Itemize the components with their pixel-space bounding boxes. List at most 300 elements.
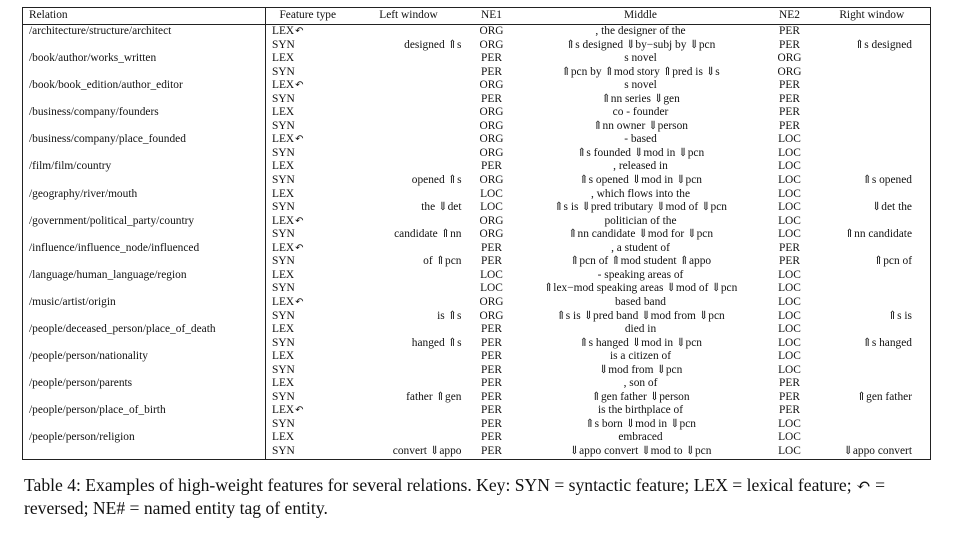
right-window-cell [814,282,931,296]
ne2-cell-text: LOC [778,431,801,444]
table-row [23,93,931,107]
middle-cell [516,269,766,283]
table-row [23,391,931,405]
relation-cell [23,269,266,283]
ne1-cell [468,377,516,391]
ne2-cell-text: LOC [778,295,801,308]
relation-cell [23,228,266,242]
relation-cell [23,377,266,391]
middle-cell [516,337,766,351]
ne1-cell-text: PER [481,390,502,403]
left-window-cell [350,52,468,66]
middle-cell-text: , the designer of the [595,25,686,38]
ne1-cell-text: PER [481,336,502,349]
relation-cell [23,188,266,202]
ne2-cell [766,133,814,147]
ne1-cell-text: PER [481,350,502,363]
table-row [23,201,931,215]
relation-cell-text: /people/person/parents [29,377,133,390]
right-window-cell-text: ⇑s hanged [862,336,912,349]
ne1-cell [468,337,516,351]
left-window-cell [350,296,468,310]
feature-type-cell [266,323,350,337]
middle-cell [516,404,766,418]
feature-type-cell-text: SYN [272,201,295,214]
ne1-cell [468,25,516,39]
middle-cell [516,120,766,134]
feature-type-cell-text: LEX [272,431,295,444]
middle-cell-text: ⇑s founded ⇓mod in ⇓pcn [576,146,705,159]
ne1-cell-text: ORG [479,174,504,187]
right-window-cell [814,228,931,242]
relation-cell-text: /music/artist/origin [29,295,116,308]
relation-cell [23,445,266,459]
feature-type-cell-text: LEX [272,52,295,65]
middle-cell [516,52,766,66]
right-window-cell [814,377,931,391]
left-window-cell-text: father ⇑gen [406,390,462,403]
middle-cell [516,215,766,229]
left-window-cell [350,269,468,283]
ne2-cell-text: PER [779,241,800,254]
right-window-cell [814,350,931,364]
feature-type-cell-text: SYN [272,174,295,187]
middle-cell-text: ⇑nn owner ⇓person [592,119,688,132]
left-window-cell [350,25,468,39]
ne1-cell-text: PER [481,52,502,65]
left-window-cell-text: of ⇑pcn [423,255,462,268]
ne1-cell [468,418,516,432]
feature-type-cell [266,296,350,310]
ne1-cell [468,66,516,80]
relation-cell [23,364,266,378]
right-window-cell-text: ⇓det the [871,201,912,214]
table-row [23,25,931,39]
right-window-cell [814,79,931,93]
relation-cell [23,296,266,310]
middle-cell [516,323,766,337]
middle-cell-text: ⇑s hanged ⇓mod in ⇓pcn [579,336,702,349]
table-row [23,269,931,283]
ne2-cell [766,188,814,202]
table-row [23,147,931,161]
feature-type-cell-text: LEX [272,187,295,200]
right-window-cell [814,147,931,161]
feature-type-cell-text: SYN [272,309,295,322]
ne2-cell-text: PER [779,106,800,119]
relation-cell [23,201,266,215]
ne2-cell-text: LOC [778,133,801,146]
feature-type-cell-text: LEX [272,323,295,336]
ne2-cell [766,404,814,418]
ne2-cell [766,147,814,161]
right-window-cell-text: ⇑s designed [854,38,912,51]
relation-cell-text: /business/company/founders [29,106,159,119]
relation-cell [23,337,266,351]
ne1-cell [468,106,516,120]
feature-type-cell [266,188,350,202]
ne1-cell [468,120,516,134]
reversed-arrow-icon: ↶ [295,26,304,38]
middle-cell [516,25,766,39]
feature-type-cell-text: LEX [272,295,295,308]
ne1-cell [468,160,516,174]
relation-cell [23,350,266,364]
left-window-cell [350,282,468,296]
right-window-cell [814,364,931,378]
feature-type-cell [266,52,350,66]
middle-cell [516,66,766,80]
ne1-cell-text: PER [481,92,502,105]
feature-type-cell-text: SYN [272,38,295,51]
table-row [23,309,931,323]
left-window-cell [350,39,468,53]
ne1-cell-text: PER [481,255,502,268]
middle-cell-text: ⇑pcn by ⇑mod story ⇑pred is ⇓s [561,65,720,78]
ne2-cell-text: LOC [778,268,801,281]
right-window-cell [814,255,931,269]
table-header-row [23,8,931,25]
right-window-cell [814,120,931,134]
middle-cell [516,364,766,378]
middle-cell-text: , a student of [611,241,670,254]
ne1-cell [468,242,516,256]
ne2-cell-text: LOC [778,309,801,322]
table-row [23,120,931,134]
header-right-window: Right window [814,8,931,25]
ne1-cell [468,133,516,147]
ne1-cell-text: LOC [480,201,503,214]
feature-type-cell-text: LEX [272,241,295,254]
right-window-cell-text: ⇑nn candidate [844,228,912,241]
right-window-cell [814,201,931,215]
relation-cell [23,52,266,66]
right-window-cell [814,337,931,351]
left-window-cell [350,431,468,445]
ne2-cell [766,309,814,323]
middle-cell [516,133,766,147]
ne1-cell-text: PER [481,431,502,444]
feature-type-cell [266,391,350,405]
feature-type-cell-text: SYN [272,282,295,295]
ne1-cell [468,404,516,418]
relation-cell [23,147,266,161]
ne2-cell-text: PER [779,92,800,105]
relation-cell [23,323,266,337]
ne2-cell-text: ORG [777,52,802,65]
right-window-cell-text: ⇓appo convert [843,444,912,457]
relation-cell-text: /book/author/works_written [29,52,157,65]
feature-type-cell [266,255,350,269]
ne1-cell-text: LOC [480,282,503,295]
table-row [23,418,931,432]
feature-type-cell [266,350,350,364]
feature-type-cell-text: SYN [272,444,295,457]
ne2-cell-text: ORG [777,65,802,78]
feature-type-cell-text: LEX [272,404,295,417]
right-window-cell [814,39,931,53]
right-window-cell [814,418,931,432]
right-window-cell [814,133,931,147]
feature-type-cell-text: SYN [272,417,295,430]
middle-cell [516,147,766,161]
middle-cell-text: ⇓mod from ⇓pcn [598,363,683,376]
left-window-cell [350,418,468,432]
ne2-cell [766,269,814,283]
relation-cell [23,215,266,229]
ne1-cell [468,309,516,323]
feature-type-cell [266,377,350,391]
middle-cell [516,93,766,107]
left-window-cell-text: candidate ⇑nn [394,228,462,241]
ne1-cell-text: ORG [479,214,504,227]
table-row [23,445,931,459]
table-row [23,39,931,53]
ne1-cell [468,188,516,202]
table-row [23,323,931,337]
header-ne1: NE1 [468,8,516,25]
ne1-cell-text: PER [481,241,502,254]
left-window-cell [350,391,468,405]
relation-cell [23,93,266,107]
relation-cell-text: /architecture/structure/architect [29,25,172,38]
feature-type-cell-text: LEX [272,214,295,227]
table-row [23,133,931,147]
ne2-cell [766,296,814,310]
middle-cell-text: ⇑nn series ⇓gen [601,92,680,105]
table-row [23,296,931,310]
ne1-cell-text: PER [481,444,502,457]
relation-cell-text: /business/company/place_founded [29,133,186,146]
ne2-cell-text: PER [779,390,800,403]
relation-cell-text: /geography/river/mouth [29,187,138,200]
middle-cell-text: s novel [624,52,657,65]
ne1-cell-text: ORG [479,309,504,322]
ne2-cell [766,431,814,445]
ne2-cell [766,255,814,269]
ne2-cell [766,445,814,459]
feature-type-cell-text: LEX [272,133,295,146]
right-window-cell-text: ⇑s is [887,309,912,322]
reversed-arrow-icon: ↶ [295,405,304,417]
ne2-cell-text: LOC [778,323,801,336]
ne2-cell [766,228,814,242]
left-window-cell [350,160,468,174]
ne1-cell-text: PER [481,377,502,390]
feature-type-cell [266,174,350,188]
right-window-cell [814,404,931,418]
ne2-cell [766,79,814,93]
left-window-cell [350,242,468,256]
ne1-cell [468,445,516,459]
relation-cell [23,309,266,323]
ne1-cell [468,174,516,188]
feature-type-cell [266,160,350,174]
relation-cell [23,160,266,174]
feature-type-cell-text: LEX [272,79,295,92]
middle-cell [516,391,766,405]
left-window-cell [350,445,468,459]
right-window-cell [814,25,931,39]
ne2-cell-text: LOC [778,282,801,295]
header-ne2: NE2 [766,8,814,25]
ne2-cell-text: LOC [778,187,801,200]
right-window-cell [814,174,931,188]
ne1-cell-text: PER [481,160,502,173]
right-window-cell [814,52,931,66]
left-window-cell [350,174,468,188]
ne1-cell-text: ORG [479,25,504,38]
middle-cell [516,188,766,202]
middle-cell [516,106,766,120]
feature-type-cell [266,242,350,256]
middle-cell-text: co - founder [612,106,669,119]
reversed-arrow-icon: ↶ [295,215,304,227]
ne1-cell [468,391,516,405]
middle-cell-text: , son of [623,377,658,390]
feature-type-cell-text: SYN [272,146,295,159]
middle-cell [516,309,766,323]
ne2-cell-text: PER [779,404,800,417]
table-row [23,364,931,378]
middle-cell-text: - based [624,133,657,146]
ne2-cell-text: LOC [778,228,801,241]
middle-cell-text: ⇓appo convert ⇓mod to ⇓pcn [569,444,712,457]
ne2-cell [766,201,814,215]
middle-cell [516,174,766,188]
left-window-cell-text: opened ⇑s [411,174,462,187]
relation-cell-text: /people/deceased_person/place_of_death [29,323,216,336]
middle-cell [516,242,766,256]
feature-type-cell [266,418,350,432]
relation-cell-text: /film/film/country [29,160,112,173]
ne1-cell [468,228,516,242]
table-row [23,52,931,66]
relation-cell-text: /influence/influence_node/influenced [29,241,200,254]
features-table [22,7,931,460]
left-window-cell-text: is ⇑s [437,309,462,322]
left-window-cell [350,309,468,323]
relation-cell [23,391,266,405]
left-window-cell [350,255,468,269]
left-window-cell [350,404,468,418]
middle-cell [516,255,766,269]
header-left-window: Left window [350,8,468,25]
ne2-cell [766,66,814,80]
middle-cell [516,79,766,93]
middle-cell-text: s novel [624,79,657,92]
table-row [23,228,931,242]
ne2-cell [766,364,814,378]
left-window-cell-text: designed ⇑s [404,38,462,51]
header-middle: Middle [516,8,766,25]
relation-cell-text: /people/person/religion [29,431,135,444]
ne1-cell [468,323,516,337]
middle-cell [516,39,766,53]
ne1-cell [468,201,516,215]
middle-cell-text: ⇑s opened ⇓mod in ⇓pcn [579,174,702,187]
ne2-cell [766,391,814,405]
middle-cell-text: ⇑pcn of ⇑mod student ⇑appo [569,255,712,268]
ne1-cell-text: LOC [480,268,503,281]
table-row [23,188,931,202]
ne2-cell [766,282,814,296]
middle-cell [516,228,766,242]
ne2-cell-text: LOC [778,146,801,159]
feature-type-cell [266,364,350,378]
relation-cell [23,39,266,53]
ne2-cell [766,377,814,391]
feature-type-cell [266,66,350,80]
feature-type-cell [266,133,350,147]
feature-type-cell-text: SYN [272,390,295,403]
feature-type-cell-text: SYN [272,119,295,132]
relation-cell [23,66,266,80]
left-window-cell [350,66,468,80]
left-window-cell [350,201,468,215]
ne2-cell [766,323,814,337]
ne1-cell [468,255,516,269]
table-figure [22,7,930,460]
ne2-cell [766,242,814,256]
table-row [23,174,931,188]
feature-type-cell [266,39,350,53]
ne2-cell [766,120,814,134]
ne1-cell-text: ORG [479,106,504,119]
feature-type-cell [266,404,350,418]
table-row [23,404,931,418]
table-row [23,282,931,296]
ne1-cell-text: ORG [479,79,504,92]
middle-cell-text: - speaking areas of [597,268,684,281]
relation-cell [23,106,266,120]
table-row [23,242,931,256]
ne2-cell [766,39,814,53]
middle-cell [516,282,766,296]
feature-type-cell [266,445,350,459]
relation-cell [23,25,266,39]
reversed-arrow-icon: ↶ [295,134,304,146]
middle-cell-text: is the birthplace of [597,404,684,417]
reversed-arrow-icon: ↶ [295,80,304,92]
table-row [23,337,931,351]
ne2-cell [766,350,814,364]
right-window-cell [814,215,931,229]
middle-cell-text: based band [615,295,666,308]
relation-cell-text: /language/human_language/region [29,268,187,281]
feature-type-cell [266,120,350,134]
header-feature-type: Feature type [266,8,350,25]
middle-cell-text: , which flows into the [590,187,691,200]
ne1-cell [468,79,516,93]
right-window-cell-text: ⇑gen father [856,390,912,403]
middle-cell [516,431,766,445]
left-window-cell [350,188,468,202]
feature-type-cell-text: LEX [272,106,295,119]
feature-type-cell [266,93,350,107]
ne2-cell-text: PER [779,377,800,390]
ne2-cell-text: LOC [778,417,801,430]
table-caption: Table 4: Examples of high-weight features for several relations. Key: SYN = syntactic feature; LEX = lexical feature; ↶ = reversed; NE# = named entity tag of entity. [24,475,886,518]
ne2-cell [766,174,814,188]
feature-type-cell-text: SYN [272,363,295,376]
middle-cell-text: ⇑nn candidate ⇓mod for ⇓pcn [567,228,714,241]
ne2-cell [766,52,814,66]
feature-type-cell [266,282,350,296]
left-window-cell [350,120,468,134]
middle-cell [516,201,766,215]
left-window-cell [350,350,468,364]
